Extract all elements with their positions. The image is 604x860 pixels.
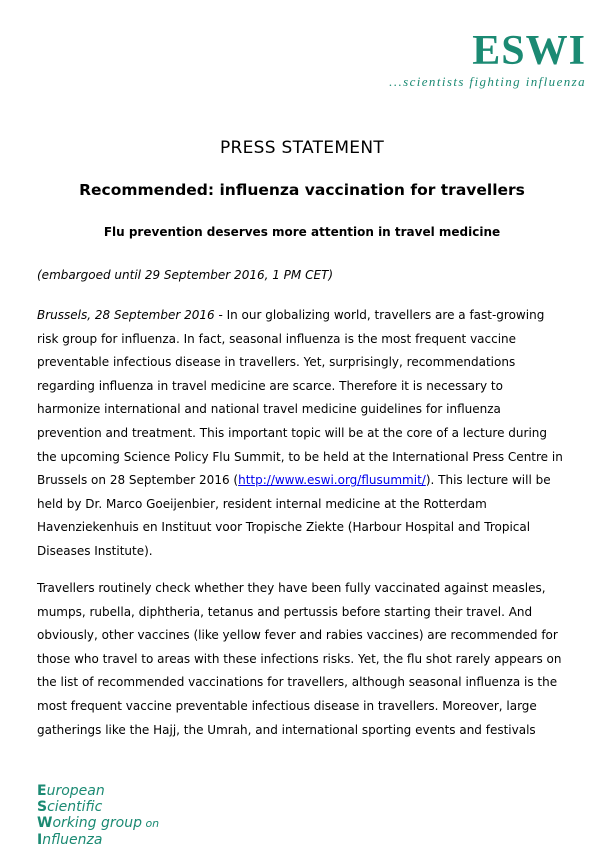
embargo-notice: (embargoed until 29 September 2016, 1 PM CET)	[37, 268, 334, 282]
paragraph-2: Travellers routinely check whether they have been fully vaccinated against measles, mumps, rubella, diphtheria, tetanus and pertussis before starting their travel. And obviously, other vaccines (like yellow fever and rabies vaccines) are recommended for those who travel to areas with these infections risks. Yet, the flu shot rarely appears on the list of recommended vaccinations for travellers, although seasonal influenza is the most frequent vaccine preventable infectious disease in travellers. Moreover, large gatherings like the Hajj, the Umrah, and international sporting events and festivals	[37, 581, 562, 737]
footer-logo-line: Working group on	[37, 815, 160, 831]
logo-brand: ESWI	[472, 28, 586, 74]
logo-tagline: ...scientists fighting influenza	[389, 74, 586, 89]
eswi-logo	[389, 30, 586, 90]
footer-logo	[37, 783, 159, 848]
document-subheading: Flu prevention deserves more attention in travel medicine	[103, 225, 501, 239]
paragraph-1-text-a: - In our globalizing world, travellers are a fast-growing risk group for influenza. In fact, seasonal influenza is the most frequent vaccine preventable infectious disease in travellers. Yet, surprisingly, recommendations regarding influenza in travel medicine are scarce. Therefore it is necessary to harmonize international and national travel medicine guidelines for influenza prevention and treatment. This important topic will be at the core of a lecture during the upcoming Science Policy Flu Summit, to be held at the International Press Centre in Brussels on 28 September 2016 (	[37, 308, 563, 488]
footer-logo-line: Influenza	[37, 832, 103, 848]
paragraph-1-text-b: ). This lecture will be held by Dr. Marco Goeijenbier, resident internal medicine at the Rotterdam Havenziekenhuis en Instituut voor Tropische Ziekte (Harbour Hospital and Tropical Diseases Institute).	[37, 473, 551, 558]
paragraph-1	[37, 304, 569, 564]
document-subtitle: Recommended: influenza vaccination for travellers	[79, 181, 525, 199]
dateline: Brussels, 28 September 2016	[37, 308, 215, 322]
footer-logo-line: Scientific	[37, 799, 103, 815]
flusummit-link[interactable]: http://www.eswi.org/flusummit/	[238, 473, 426, 488]
document-title: PRESS STATEMENT	[219, 138, 385, 158]
footer-logo-line: European	[37, 783, 105, 799]
